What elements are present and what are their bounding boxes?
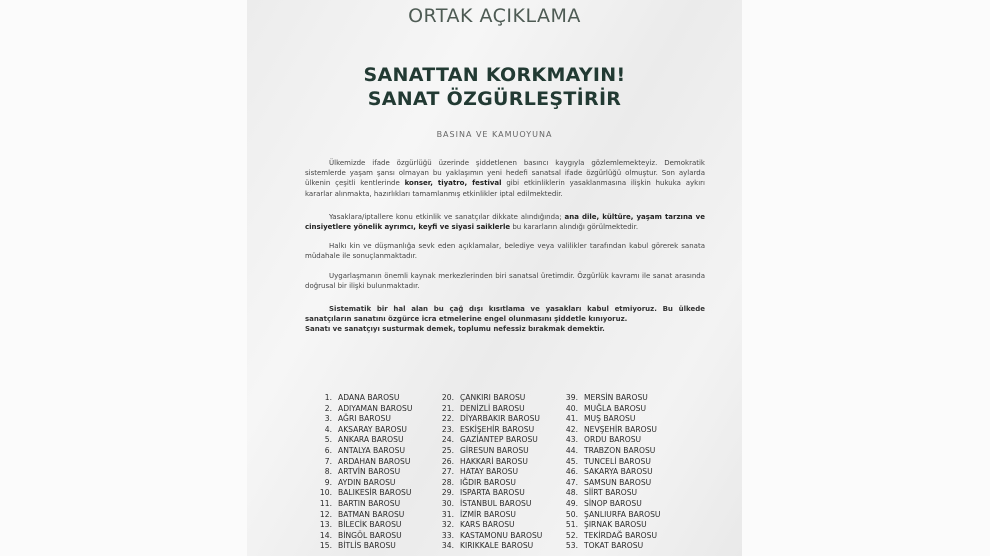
bar-list-number: 28. bbox=[441, 477, 454, 487]
bar-list-item bbox=[562, 457, 702, 468]
paragraph-2 bbox=[305, 212, 705, 232]
bar-list-item bbox=[316, 467, 456, 478]
bar-list-item bbox=[316, 446, 456, 457]
bar-list-number: 1. bbox=[324, 393, 332, 402]
bar-list-name: İSTANBUL BAROSU bbox=[460, 498, 532, 508]
bar-list-item bbox=[316, 404, 456, 415]
bar-list-number: 46. bbox=[565, 467, 578, 477]
bar-list-item bbox=[438, 520, 578, 531]
bar-list-name: SAMSUN BAROSU bbox=[584, 477, 652, 487]
bar-list-number: 24. bbox=[441, 435, 454, 445]
bar-list-name: TOKAT BAROSU bbox=[584, 541, 644, 551]
bar-list-item bbox=[562, 467, 702, 478]
paragraph-2-text-a: Yasaklara/iptallere konu etkinlik ve sanatçılar dikkate alındığında; bbox=[329, 213, 565, 221]
bar-list-item bbox=[562, 541, 702, 552]
bar-list-name: AKSARAY BAROSU bbox=[338, 424, 407, 434]
bar-list-name: ŞIRNAK BAROSU bbox=[584, 520, 647, 530]
bar-list-number: 41. bbox=[565, 414, 578, 424]
bar-list-name: MUĞLA BAROSU bbox=[584, 403, 647, 413]
bar-list-item bbox=[562, 393, 702, 404]
paragraph-1-bold: konser, tiyatro, festival bbox=[404, 179, 502, 188]
bar-list-item bbox=[562, 488, 702, 499]
bar-list-number: 44. bbox=[565, 445, 578, 455]
bar-list-name: MERSİN BAROSU bbox=[584, 393, 648, 402]
statement-document bbox=[247, 0, 742, 556]
bar-list-number: 22. bbox=[441, 414, 454, 424]
bar-list-number: 42. bbox=[565, 424, 578, 434]
bar-list-number: 15. bbox=[319, 541, 332, 551]
headline-line-1: SANATTAN KORKMAYIN! bbox=[363, 64, 626, 86]
bar-list-name: DENİZLİ BAROSU bbox=[460, 403, 525, 413]
bar-list-number: 21. bbox=[441, 403, 454, 413]
left-margin bbox=[0, 0, 247, 556]
paragraph-2-bold: ana dile, kültüre, yaşam tarzına ve cinsiyetlere yönelik ayrımcı, keyfi ve siyasi saiklerle bbox=[305, 213, 705, 232]
bar-list-name: HAKKARİ BAROSU bbox=[460, 456, 528, 466]
paragraph-1 bbox=[305, 158, 705, 199]
bar-list-number: 6. bbox=[324, 445, 332, 455]
bar-list-number: 49. bbox=[565, 498, 578, 508]
bar-list-item bbox=[316, 478, 456, 489]
bar-list-item bbox=[438, 414, 578, 425]
bar-list-item bbox=[562, 435, 702, 446]
bar-list-name: KIRIKKALE BAROSU bbox=[460, 541, 534, 551]
bar-list-number: 40. bbox=[565, 403, 578, 413]
subheading: BASINA VE KAMUOYUNA bbox=[436, 130, 553, 139]
bar-list-number: 47. bbox=[565, 477, 578, 487]
bar-list-number: 52. bbox=[565, 530, 578, 540]
bar-list-number: 29. bbox=[441, 488, 454, 498]
bar-list-number: 53. bbox=[565, 541, 578, 551]
bar-list-name: AĞRI BAROSU bbox=[338, 414, 391, 424]
bar-list-name: MUŞ BAROSU bbox=[584, 414, 636, 424]
paragraph-6: Sanatı ve sanatçıyı susturmak demek, toplumu nefessiz bırakmak demektir. bbox=[305, 325, 605, 333]
bar-list-name: SİNOP BAROSU bbox=[584, 498, 642, 508]
bar-list-number: 32. bbox=[441, 520, 454, 530]
bar-list-number: 33. bbox=[441, 530, 454, 540]
paragraph-3: Halkı kin ve düşmanlığa sevk eden açıklamalar, belediye veya valilikler tarafından kabul görerek sanata müdahale ile sonuçlanmaktadır. bbox=[305, 242, 705, 261]
bar-list-item bbox=[562, 446, 702, 457]
bar-list-item bbox=[438, 457, 578, 468]
bar-list-name: ANTALYA BAROSU bbox=[338, 445, 406, 455]
bar-list-name: ESKİŞEHİR BAROSU bbox=[460, 424, 535, 434]
bar-list-name: ARTVİN BAROSU bbox=[338, 467, 401, 477]
bar-list-column-3 bbox=[562, 393, 702, 552]
bar-list-number: 23. bbox=[441, 424, 454, 434]
bar-list-item bbox=[316, 510, 456, 521]
bar-list-name: TUNCELİ BAROSU bbox=[584, 456, 651, 466]
bar-list-name: KASTAMONU BAROSU bbox=[460, 530, 543, 540]
bar-list-number: 31. bbox=[441, 509, 454, 519]
bar-list-number: 10. bbox=[319, 488, 332, 498]
bar-list-name: BİLECİK BAROSU bbox=[338, 520, 402, 530]
bar-list-item bbox=[562, 425, 702, 436]
bar-list-name: NEVŞEHİR BAROSU bbox=[584, 424, 657, 434]
bar-list-name: DİYARBAKIR BAROSU bbox=[460, 414, 540, 424]
bar-list-name: ANKARA BAROSU bbox=[338, 435, 404, 445]
bar-list-number: 45. bbox=[565, 456, 578, 466]
bar-list-number: 20. bbox=[441, 393, 454, 402]
bar-list-name: BİNGÖL BAROSU bbox=[338, 530, 402, 540]
bar-list-name: KARS BAROSU bbox=[460, 520, 515, 530]
bar-list-item bbox=[562, 520, 702, 531]
bar-list-column-2 bbox=[438, 393, 578, 552]
bar-list-name: SİİRT BAROSU bbox=[584, 488, 638, 498]
bar-list-number: 9. bbox=[324, 477, 332, 487]
bar-list-name: ISPARTA BAROSU bbox=[460, 488, 525, 498]
bar-list-number: 7. bbox=[324, 456, 332, 466]
bar-list-name: HATAY BAROSU bbox=[460, 467, 519, 477]
bar-list-number: 27. bbox=[441, 467, 454, 477]
bar-list-item bbox=[438, 467, 578, 478]
bar-list-number: 11. bbox=[319, 498, 332, 508]
bar-list-number: 43. bbox=[565, 435, 578, 445]
bar-list-number: 2. bbox=[324, 403, 332, 413]
bar-list-item bbox=[438, 531, 578, 542]
bar-list-item bbox=[316, 425, 456, 436]
bar-list-item bbox=[316, 457, 456, 468]
bar-list-item bbox=[438, 488, 578, 499]
bar-list-number: 12. bbox=[319, 509, 332, 519]
bar-list-name: ADANA BAROSU bbox=[338, 393, 400, 402]
bar-list-item bbox=[562, 404, 702, 415]
bar-list-name: ADIYAMAN BAROSU bbox=[338, 403, 413, 413]
bar-list-item bbox=[438, 425, 578, 436]
bar-list-number: 51. bbox=[565, 520, 578, 530]
bar-list-item bbox=[562, 531, 702, 542]
paragraph-4: Uygarlaşmanın önemli kaynak merkezlerinden biri sanatsal üretimdir. Özgürlük kavramı ile sanat arasında doğrusal bir ilişki bulunmaktadır. bbox=[305, 272, 705, 291]
bar-list-column-1 bbox=[316, 393, 456, 552]
bar-list-name: TEKİRDAĞ BAROSU bbox=[584, 530, 658, 540]
bar-list-number: 39. bbox=[565, 393, 578, 402]
bar-list-number: 3. bbox=[324, 414, 332, 424]
bar-list-item bbox=[316, 435, 456, 446]
bar-list-name: ARDAHAN BAROSU bbox=[338, 456, 411, 466]
bar-list-item bbox=[562, 414, 702, 425]
paragraph-2-text-b: bu kararların alındığı görülmektedir. bbox=[510, 223, 639, 232]
bar-list-item bbox=[438, 510, 578, 521]
bar-list-item bbox=[438, 446, 578, 457]
bar-list-item bbox=[438, 478, 578, 489]
bar-list-name: BATMAN BAROSU bbox=[338, 509, 405, 519]
paragraph-1-text-a: Ülkemizde ifade özgürlüğü üzerinde şiddetlenen basıncı kaygıyla gözlemlemekteyiz. Demokratik sistemlerde yaşam şansı olmayan bu yaklaşımın yeni hedefi sanatsal ifade özgürlüğü olmuştur. Son aylarda ülkenin çeşitli kentlerinde bbox=[305, 159, 705, 188]
bar-list-number: 26. bbox=[441, 456, 454, 466]
bar-list-item bbox=[438, 435, 578, 446]
bar-list-number: 30. bbox=[441, 498, 454, 508]
headline-line-2: SANAT ÖZGÜRLEŞTİRİR bbox=[367, 88, 622, 110]
bar-list-item bbox=[562, 478, 702, 489]
bar-list-name: GİRESUN BAROSU bbox=[460, 445, 529, 455]
bar-list-name: GAZİANTEP BAROSU bbox=[460, 435, 538, 445]
bar-list-name: BARTIN BAROSU bbox=[338, 498, 401, 508]
bar-list-item bbox=[316, 541, 456, 552]
bar-list-item bbox=[316, 499, 456, 510]
bar-list-item bbox=[438, 393, 578, 404]
bar-list-item bbox=[562, 499, 702, 510]
bar-list-item bbox=[316, 414, 456, 425]
bar-list-item bbox=[438, 499, 578, 510]
paragraph-5: Sistematik bir hal alan bu çağ dışı kısıtlama ve yasakları kabul etmiyoruz. Bu ülkede sanatçıların sanatını özgürce icra etmelerine engel olunmasını şiddetle kınıyoruz. bbox=[305, 305, 705, 324]
bar-list-name: ÇANKIRI BAROSU bbox=[460, 393, 526, 402]
bar-list-item bbox=[438, 404, 578, 415]
bar-list-name: IĞDIR BAROSU bbox=[460, 477, 516, 487]
bar-list-number: 25. bbox=[441, 445, 454, 455]
bar-list-item bbox=[316, 393, 456, 404]
bar-list-number: 4. bbox=[324, 424, 332, 434]
bar-list-item bbox=[316, 531, 456, 542]
right-margin bbox=[742, 0, 990, 556]
bar-list-number: 48. bbox=[565, 488, 578, 498]
bar-list-name: ŞANLIURFA BAROSU bbox=[584, 509, 661, 519]
bar-list-number: 8. bbox=[324, 467, 332, 477]
bar-list-number: 5. bbox=[324, 435, 332, 445]
bar-list-name: İZMİR BAROSU bbox=[460, 509, 516, 519]
bar-list-item bbox=[438, 541, 578, 552]
bar-list-item bbox=[316, 520, 456, 531]
bar-list-item bbox=[562, 510, 702, 521]
paragraph-1-text-b: gibi etkinliklerin yasaklanmasına ilişkin hukuka aykırı kararlar alınmakta, hazırlıkları tamamlanmış etkinlikler iptal edilmektedir. bbox=[305, 179, 705, 198]
bar-list-number: 34. bbox=[441, 541, 454, 551]
bar-list-name: TRABZON BAROSU bbox=[584, 445, 656, 455]
bar-list-name: BİTLİS BAROSU bbox=[338, 541, 396, 551]
bar-list-number: 50. bbox=[565, 509, 578, 519]
document-title: ORTAK AÇIKLAMA bbox=[408, 5, 581, 27]
bar-list-name: SAKARYA BAROSU bbox=[584, 467, 653, 477]
bar-list-number: 13. bbox=[319, 520, 332, 530]
bar-list-name: BALIKESİR BAROSU bbox=[338, 488, 412, 498]
bar-list-item bbox=[316, 488, 456, 499]
bar-list-name: AYDIN BAROSU bbox=[338, 477, 396, 487]
bar-list-name: ORDU BAROSU bbox=[584, 435, 642, 445]
bar-list-number: 14. bbox=[319, 530, 332, 540]
